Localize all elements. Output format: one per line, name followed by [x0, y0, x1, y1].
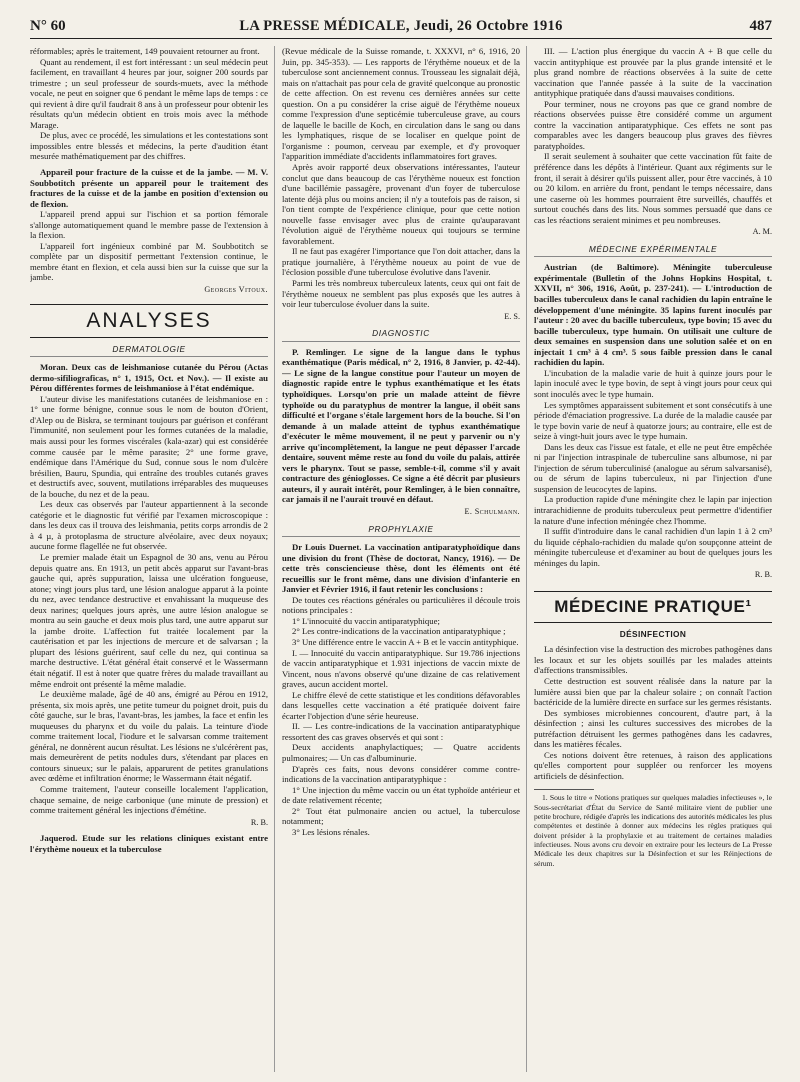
journal-title: LA PRESSE MÉDICALE, Jeudi, 26 Octobre 1916: [239, 18, 563, 34]
paragraph: Il ne faut pas exagérer l'importance que l'on doit attacher, dans la pratique journalière, à l'érythème noueux au point de vue de l'éclosion possible d'une tuberculose évolutive dans l'avenir.: [282, 246, 520, 278]
paragraph: Cette destruction est souvent réalisée dans la nature par la lumière aussi bien que par la chaleur solaire ; on connaît l'action bactéricide de la lumière directe en surface sur les germes résistants.: [534, 675, 772, 708]
paragraph: Les deux cas observés par l'auteur appartiennent à la seconde catégorie et le diagnostic fut vérifié par l'examen microscopique : dans les deux cas il trouva des leishmania, petits corps arrondis de 2 à 4 µ, à protoplasma de structure alvéolaire, avec deux noyaux; aucune forme flagellée ne fut observée.: [30, 499, 268, 552]
paragraph: Il serait seulement à souhaiter que cette vaccination fût faite de préférence dans les dépôts à l'intérieur. Quant aux régiments sur le front, il serait à désirer qu'ils puissent aller, pour être vaccinés, à 10 ou 20 kilom. en arrière du front, pendant le temps nécessaire, dans une caserne où les hommes pourraient être surveillés, chauffés et surtout couchés dans des lits. Nous sommes persuadé que dans ce cas les réactions seraient minimes et peu nombreuses.: [534, 151, 772, 225]
paragraph: II. — Les contre-indications de la vaccination antiparatyphique ressortent des cas graves observés et qui sont :: [282, 721, 520, 742]
paragraph: réformables; après le traitement, 149 pouvaient retourner au front.: [30, 46, 260, 56]
paragraph: Deux accidents anaphylactiques; — Quatre accidents pulmonaires; — Un cas d'albuminurie.: [282, 742, 520, 763]
paragraph: (Revue médicale de la Suisse romande, t. XXXVI, n° 6, 1916, 20 Juin, pp. 345-353). — Les rapports de l'érythème noueux et de la tuberculose sont anciennement connus. Trousseau les signalait déjà, mais on n'attachait pas pour cela de gravité quelconque au pronostic de cette affection. On est revenu ces dernières années sur cette question. On a pu considérer la crise aiguë de l'érythème noueux comme l'expression d'une septicémie tuberculeuse grave, au cours de laquelle le bacille de Koch, en circulation dans le sang ou dans les lymphatiques, risque de se localiser en quelque point de l'organisme : poumon, cerveau par exemple, et d'y provoquer l'apparition immédiate d'accidents inflammatoires fort graves.: [282, 46, 520, 162]
paragraph: I. — Innocuité du vaccin antiparatyphique. Sur 19.786 injections de vaccin antiparatyphique et 1.931 injections de vaccin mixte de Vincent, nous n'avons observé qu'une dizaine de cas relativement graves, aucun accident mortel.: [282, 647, 520, 690]
article-headline: Dr Louis Duernet. La vaccination antiparatyphoïdique dans une division du front (Thèse de doctorat, Nancy, 1916). — De cette très consciencieuse thèse, dont les éléments ont été recueillis sur le front même, dans une division d'infanterie en Janvier et Février 1916, il faut retenir les conclusions :: [282, 542, 520, 595]
author-signature: E. Schulmann.: [464, 506, 520, 516]
paragraph: Des symbioses microbiennes concourent, d'autre part, à la désinfection ; ainsi les cultures successives des microbes de la putréfaction détruisent les germes pathogènes dans les cadavres, dans les matières fécales.: [534, 707, 772, 750]
author-signature: E. S.: [504, 311, 520, 321]
list-item: 3° Une différence entre le vaccin A + B et le vaccin antityphique.: [292, 636, 519, 647]
article-headline: Austrian (de Baltimore). Méningite tuberculeuse expérimentale (Bulletin of the Johns Hopkins Hospital, t. XXVII, n° 306, 1916, Août, p. 237-241). — L'introduction de bacilles tuberculeux dans le canal rachidien du lapin entraîne le développement d'une méningite. 35 lapins furent inoculés par l'auteur : 20 avec du bacille tuberculeux, type bovin; 15 avec du bacille tuberculeux, type humain. On utilisait une culture de deux semaines en suspension dans une solution salée et on en injectait 1 cm³ à 4 cm³. 5 sous faible pression dans le canal rachidien du lapin.: [534, 262, 772, 368]
author-signature: R. B.: [250, 817, 268, 827]
subsection-title: PROPHYLAXIE: [282, 524, 520, 538]
page-header: [30, 14, 772, 39]
paragraph: Le premier malade était un Espagnol de 30 ans, venu au Pérou depuis quatre ans. En 1913, un petit abcès apparut sur l'avant-bras gauche qui, après suppuration, laissa une ulcération fongueuse, atone; vingt jours plus tard, une lésion analogue apparut à la pointe du nez, avec tendance destructive et envahissant la muqueuse des deux narines; quelques jours après, une autre lésion analogue se montra au sein gauche et deux mois plus tard, une autre apparut sur la jambe droite. L'affection fut traitée localement par la cautérisation et par les injections de mercure et de salvarsan ; la plupart des lésions guérirent, sauf celle du nez, qui continua sa marche destructive. L'état général était conservé et le Wassermann était négatif. Il est à noter que quatre frères du malade travaillant au même endroit ont présenté la même maladie.: [30, 551, 268, 689]
paragraph: Parmi les très nombreux tuberculeux latents, ceux qui ont fait de l'érythème noueux ne semblent pas plus exposés que les autres à voir leur tuberculose évoluer dans la suite.: [282, 278, 520, 310]
list-item: 2° Tout état pulmonaire ancien ou actuel, la tuberculose notamment;: [282, 805, 520, 827]
author-signature: A. M.: [752, 227, 772, 237]
author-signature: Georges Vitoux.: [204, 285, 268, 295]
section-title-medecine-pratique: MÉDECINE PRATIQUE¹: [534, 591, 772, 623]
issue-number: N° 60: [30, 18, 66, 34]
paragraph: Quant au rendement, il est fort intéressant : un seul médecin peut facilement, en travaillant 4 heures par jour, soigner 200 sourds par trimestre ; un seul professeur de sourds-muets, avec la méthode vocale, ne peut en soigner que 6 pendant le même laps de temps : ce qui revient à dire qu'il faudrait 8 ans à un professeur pour obtenir les résultats qu'un médecin obtient en trois mois avec la méthode Marage.: [30, 56, 268, 130]
article-headline: Moran. Deux cas de leishmaniose cutanée du Pérou (Actas dermo-sifiliograficas, n° 1, 1915, Oct. et Nov.). — Il existe au Pérou différentes formes de leishmaniose à l'état endémique.: [30, 362, 268, 394]
article-headline: Jaquerod. Etude sur les relations cliniques existant entre l'érythème noueux et la tuberculose: [30, 833, 268, 854]
article-headline: Appareil pour fracture de la cuisse et de la jambe. — M. V. Soubbotitch présente un appareil pour le traitement des fractures de la cuisse et de la jambe en position d'extension ou de flexion.: [30, 167, 268, 209]
paragraph: Le chiffre élevé de cette statistique et les conditions défavorables dans lesquelles cette vaccination a été pratiquée doivent faire écarter l'objection d'une série heureuse.: [282, 689, 520, 721]
footnote-divider: [534, 789, 594, 790]
paragraph: Dans les deux cas l'issue est fatale, et elle ne peut être empêchée ni par l'injection intraspinale de tuberculine sans albumose, ni par l'injection de sérum tuberculinisé (analogue au sérum salvarsanisé), ou de sérum de lapins tuberculeux, ni par l'injection d'une suspension de leucocytes de lapins.: [534, 441, 772, 494]
list-item: 1° L'innocuité du vaccin antiparatyphique;: [292, 615, 440, 626]
paragraph: L'incubation de la maladie varie de huit à quinze jours pour le lapin inoculé avec le type bovin, de sept à vingt jours pour ceux qui sont inoculés avec le type humain.: [534, 367, 772, 399]
page-number: 487: [749, 18, 772, 34]
list-item: 1° Une injection du même vaccin ou un état typhoïde antérieur et de date relativement récente;: [282, 784, 520, 806]
paragraph: D'après ces faits, nous devons considérer comme contre-indications de la vaccination antiparatyphique :: [282, 763, 520, 785]
subsection-title: DERMATOLOGIE: [30, 344, 268, 358]
subsection-title: DÉSINFECTION: [619, 628, 687, 639]
paragraph: Le deuxième malade, âgé de 40 ans, émigré au Pérou en 1912, présenta, six mois après, une petite tumeur du poignet droit, puis du côté gauche, sur le bras, l'avant-bras, les jambes, la face et enfin les muqueuses du pharynx et du voile du palais. La teinture d'iode comme traitement local, l'iodure et le salvarsan comme traitement général, ne donnèrent aucun résultat. Les lésions ne s'ulcérèrent pas, mais demeurèrent de petits nodules durs, s'étendant par places en contours sinueux; sur le palais, apparurent de petites granulations avec œdème et infiltration énorme; le Wassermann était négatif.: [30, 689, 268, 784]
list-item: 2° Les contre-indications de la vaccination antiparatyphique ;: [292, 626, 506, 637]
paragraph: L'appareil fort ingénieux combiné par M. Soubbotitch se complète par un dispositif permettant l'extension continue, le membre étant en flexion, et cela aussi bien sur la cuisse que sur la jambe.: [30, 240, 268, 283]
section-title-analyses: ANALYSES: [30, 304, 268, 338]
column-right: [534, 46, 772, 1072]
paragraph: De plus, avec ce procédé, les simulations et les contestations sont impossibles entre blessés et médecins, la perte d'audition étant mesurée mathématiquement par des chiffres.: [30, 130, 268, 162]
paragraph: L'auteur divise les manifestations cutanées de leishmaniose en : 1° une forme bénigne, connue sous le nom de bouton d'Orient, d'Alep ou de Biskra, se terminant toujours par guérison et conférant l'immunité, non seulement pour les formes cutanées de la maladie, mais aussi pour les formes viscérales (kala-azar) qui est considérée comme causée par le même parasite; 2° une forme grave, endémique dans l'Amérique du Sud, connue sous le nom d'ulcère brésilien, Bauru, Spundia, qui entraîne des troubles cutanés graves et destructifs avec, souvent, mutilations irréparables des muqueuses de la bouche, du nez et de la peau.: [30, 393, 268, 499]
paragraph: Après avoir rapporté deux observations intéressantes, l'auteur conclut que dans beaucoup de cas l'érythème noueux est fonction d'une bacillémie passagère, provenant d'un foyer de tuberculose latente déjà plus ou moins ancien; il n'y a toutefois pas de raison, si l'on tient compte de l'expérience clinique, pour que cette notion nouvelle fasse envisager avec plus de crainte qu'auparavant l'évolution aiguë de l'érythème noueux qui toujours se termine favorablement.: [282, 162, 520, 246]
list-item: 3° Les lésions rénales.: [292, 826, 370, 837]
paragraph: Ces notions doivent être retenues, à raison des applications qu'elles comportent pour suppléer ou renforcer les moyens artificiels de désinfection.: [534, 749, 772, 781]
paragraph: La désinfection vise la destruction des microbes pathogènes dans les locaux et sur les objets souillés par les malades atteints d'affections transmissibles.: [534, 644, 772, 676]
column-middle: [282, 46, 520, 1072]
paragraph: L'appareil prend appui sur l'ischion et sa portion fémorale s'allonge automatiquement quand le membre passe de l'extension à la flexion.: [30, 209, 268, 241]
footnote: 1. Sous le titre « Notions pratiques sur quelques maladies infectieuses », le Sous-secrétariat d'État du Service de Santé militaire vient de publier une petite brochure, rédigée d'après les indications des autorités médicales les plus compétentes et destinée à donner aux médecins les règles pratiques qui doivent présider à la prophylaxie et au traitement de certaines maladies infectieuses. Nous avons cru devoir en extraire pour les lecteurs de La Presse Médicale les deux chapitres sur la Désinfection et sur les Réinjections de sérum.: [534, 793, 772, 868]
subsection-title: DIAGNOSTIC: [282, 328, 520, 342]
paragraph: Les symptômes apparaissent subitement et sont consécutifs à une période d'émaciation progressive. La durée de la maladie causée par le type bovin varie de neuf à quatorze jours; au contraire, elle est de seize à vingt-huit jours avec le type humain.: [534, 399, 772, 442]
paragraph: Pour terminer, nous ne croyons pas que ce grand nombre de réactions observées puisse être considéré comme un argument contre la vaccination antiparatyphique. Ces effets ne sont pas comparables avec les dangers beaucoup plus graves des fièvres paratyphoïdes.: [534, 98, 772, 151]
paragraph: Comme traitement, l'auteur conseille localement l'application, chaque semaine, de neige carbonique (une minute de pression) et comme traitement général les injections d'émétine.: [30, 784, 268, 816]
paragraph: La production rapide d'une méningite chez le lapin par injection intrarachidienne de produits tuberculeux peut permettre d'identifier la nature d'une infection méningée chez l'homme.: [534, 494, 772, 526]
article-headline: P. Remlinger. Le signe de la langue dans le typhus exanthématique (Paris médical, n° 2, 1916, 8 Janvier, p. 42-44). — Le signe de la langue constitue pour l'auteur un moyen de diagnostic rapide entre le typhus exanthématique et les états typhoïdiques. Lorsqu'on prie un malade atteint de fièvre typhoïde ou du paratyphus de montrer la langue, il obéit sans difficulté et l'organe s'étale largement hors de la bouche. Si l'on demande à un malade atteint de typhus exanthématique d'exécuter le même mouvement, il ne peut y parvenir ou n'y arrive qu'incomplètement, la langue ne peut dépasser l'arcade dentaire, souvent même reste au fond du voile du palais, attirée vers le pharynx. Tout se passe, semble-t-il, comme s'il y avait contracture des génioglosses. Ce signe a été décrit par plusieurs auteurs, il y aurait intérêt, pour Remlinger, à le bien connaître, car jamais il ne l'aurait trouvé en défaut.: [282, 346, 520, 505]
author-signature: R. B.: [754, 570, 772, 580]
column-left: [30, 46, 268, 1072]
paragraph: III. — L'action plus énergique du vaccin A + B que celle du vaccin antityphique est prouvée par la plus grande intensité et le plus grand nombre de réactions observées à la suite de cette vaccination que l'année passée à la suite de la vaccination antityphique pratiquée dans d'aussi mauvaises conditions.: [534, 46, 772, 99]
column-divider: [274, 46, 275, 1072]
subsection-title: MÉDECINE EXPÉRIMENTALE: [534, 244, 772, 258]
paragraph: De toutes ces réactions générales ou particulières il découle trois notions principales :: [282, 594, 520, 616]
paragraph: Il suffit d'introduire dans le canal rachidien d'un lapin 1 à 2 cm³ du liquide céphalo-rachidien du malade qu'on soupçonne atteint de méningite tuberculeuse et d'examiner au bout de quelques jours les méninges du lapin.: [534, 526, 772, 568]
column-divider: [526, 46, 527, 1072]
